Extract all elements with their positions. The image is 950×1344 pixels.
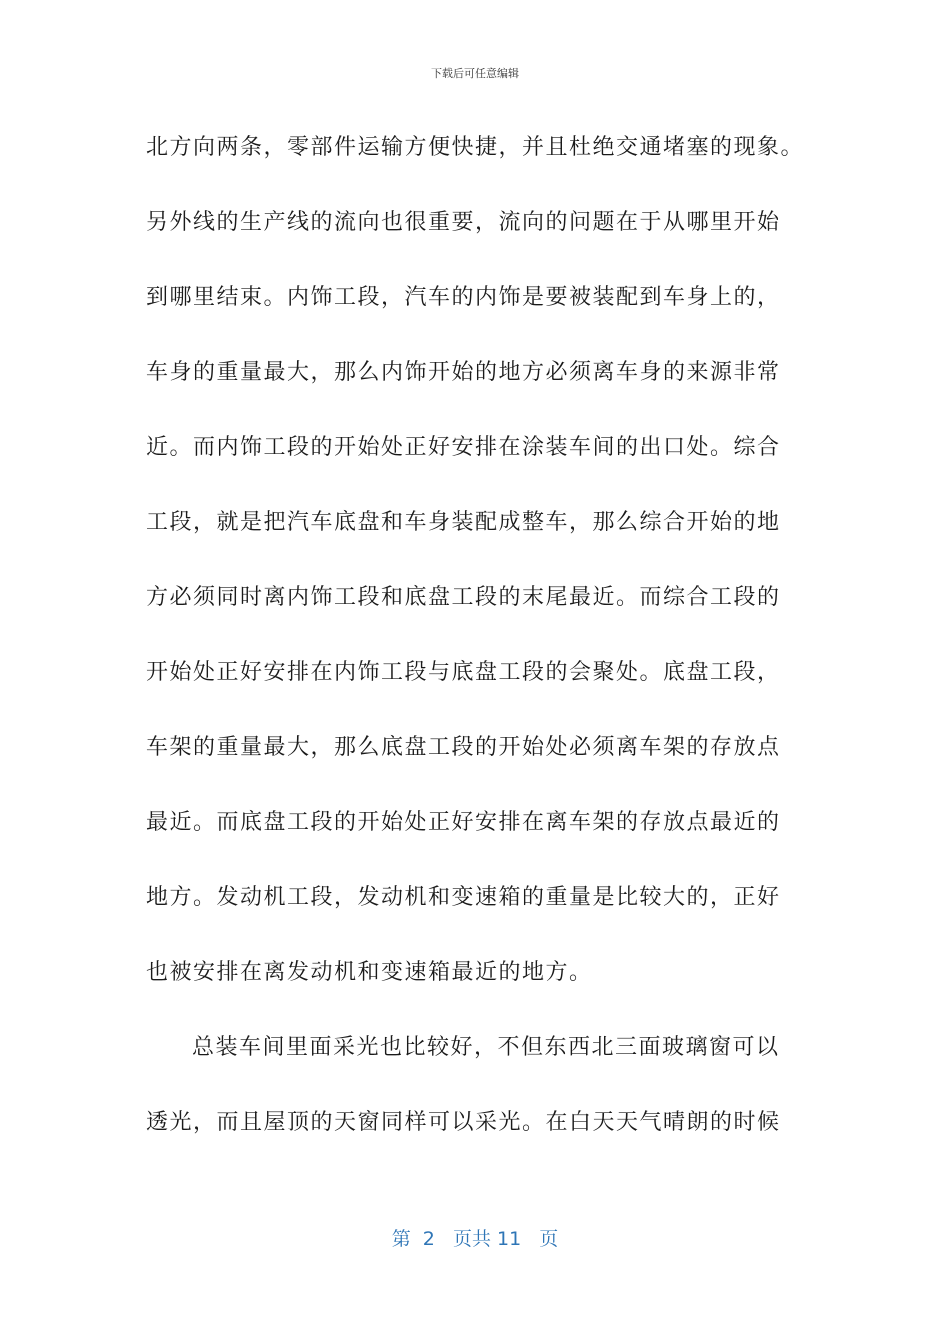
text-line: 车架的重量最大，那么底盘工段的开始处必须离车架的存放点 bbox=[146, 735, 781, 760]
text-line: 透光，而且屋顶的天窗同样可以采光。在白天天气晴朗的时候 bbox=[146, 1110, 781, 1135]
paragraph-first-line: 总装车间里面采光也比较好，不但东西北三面玻璃窗可以 bbox=[192, 1035, 780, 1060]
page-header: 下载后可任意编辑 bbox=[431, 67, 519, 80]
document-body bbox=[146, 110, 811, 1160]
text-line: 北方向两条，零部件运输方便快捷，并且杜绝交通堵塞的现象。 bbox=[146, 135, 805, 160]
text-line: 也被安排在离发动机和变速箱最近的地方。 bbox=[146, 960, 593, 985]
text-line: 工段，就是把汽车底盘和车身装配成整车，那么综合开始的地 bbox=[146, 510, 781, 535]
text-line: 地方。发动机工段，发动机和变速箱的重量是比较大的，正好 bbox=[146, 885, 781, 910]
text-line: 到哪里结束。内饰工段，汽车的内饰是要被装配到车身上的， bbox=[146, 285, 781, 310]
text-line: 车身的重量最大，那么内饰开始的地方必须离车身的来源非常 bbox=[146, 360, 781, 385]
text-line: 近。而内饰工段的开始处正好安排在涂装车间的出口处。综合 bbox=[146, 435, 781, 460]
text-line: 最近。而底盘工段的开始处正好安排在离车架的存放点最近的 bbox=[146, 810, 781, 835]
text-line: 开始处正好安排在内饰工段与底盘工段的会聚处。底盘工段， bbox=[146, 660, 781, 685]
text-line: 方必须同时离内饰工段和底盘工段的末尾最近。而综合工段的 bbox=[146, 585, 781, 610]
page-number-footer: 第 2 页共 11 页 bbox=[391, 1228, 559, 1250]
text-line: 另外线的生产线的流向也很重要，流向的问题在于从哪里开始 bbox=[146, 210, 781, 235]
